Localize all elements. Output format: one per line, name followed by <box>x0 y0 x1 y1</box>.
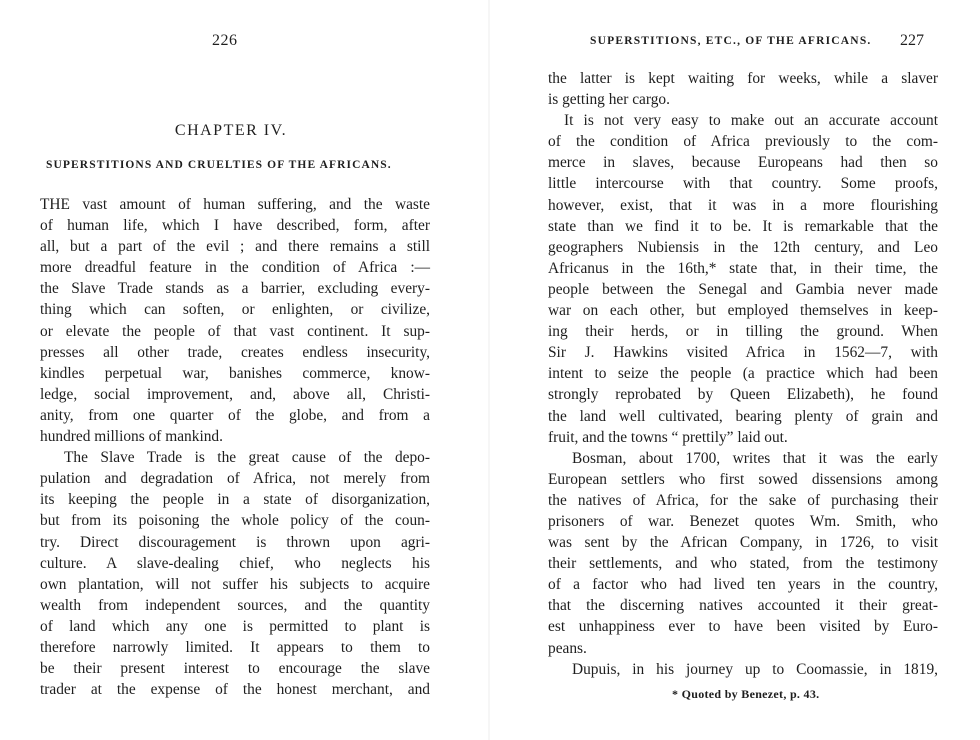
text-line: all, but a part of the evil ; and there remains a still <box>40 238 430 256</box>
text-line: It is not very easy to make out an accurate account <box>564 112 938 130</box>
text-line: was sent by the African Company, in 1726, to visit <box>548 534 938 552</box>
text-line: Africanus in the 16th,* state that, in their time, the <box>548 259 938 277</box>
text-line: be their present interest to encourage the slave <box>40 660 430 678</box>
text-line: intent to seize the people (a practice which had been <box>548 365 938 383</box>
text-line: THE vast amount of human suffering, and the waste <box>40 196 430 213</box>
text-line: Bosman, about 1700, writes that it was the early <box>572 449 938 467</box>
text-line: merce in slaves, because Europeans had then so <box>548 154 938 172</box>
text-line: The Slave Trade is the great cause of the depo- <box>64 449 430 467</box>
text-line: hundred millions of mankind. <box>40 428 223 446</box>
page-number-right: 227 <box>900 32 924 49</box>
text-line: pulation and degradation of Africa, not merely from <box>40 470 430 488</box>
text-line: state than we find it to be. It is remarkable that the <box>548 217 938 235</box>
text-line: little intercourse with that country. Some proofs, <box>548 175 938 193</box>
text-line: the land well cultivated, bearing plenty of grain and <box>548 407 938 425</box>
text-line: of land which any one is permitted to plant is <box>40 617 430 635</box>
book-gutter <box>488 0 490 740</box>
text-line: however, exist, that it was in a more flourishing <box>548 196 938 214</box>
text-line: or elevate the people of that vast continent. It sup- <box>40 322 430 340</box>
text-line: Dupuis, in his journey up to Coomassie, in 1819, <box>572 660 938 678</box>
text-line: more dreadful feature in the condition of Africa :— <box>40 259 430 277</box>
text-line: trader at the expense of the honest merchant, and <box>40 681 430 699</box>
text-line: strongly reprobated by Queen Elizabeth), he found <box>548 386 938 404</box>
text-line: ledge, social improvement, and, above all, Christi- <box>40 385 430 403</box>
text-line: that the discerning natives accounted it their great- <box>548 597 938 615</box>
text-line: is getting her cargo. <box>548 91 670 109</box>
text-line: European settlers who first sowed dissensions among <box>548 470 938 488</box>
running-head: SUPERSTITIONS, ETC., OF THE AFRICANS. <box>590 35 872 47</box>
text-line: of human life, which I have described, form, after <box>40 217 430 235</box>
text-line: thing which can soften, or enlighten, or civilize, <box>40 301 430 319</box>
text-line: its keeping the people in a state of disorganization, <box>40 491 430 509</box>
text-line: their settlements, and who stated, from the testimony <box>548 555 938 573</box>
page-number-left: 226 <box>212 32 238 49</box>
text-line: war on each other, but employed themselves in keep- <box>548 302 938 320</box>
right-page-body <box>548 68 938 680</box>
text-line: prisoners of war. Benezet quotes Wm. Smith, who <box>548 512 938 530</box>
chapter-title: CHAPTER IV. <box>174 122 288 139</box>
text-line: anity, from one quarter of the globe, and from a <box>40 406 430 424</box>
text-line: the natives of Africa, for the sake of purchasing their <box>548 491 938 509</box>
text-line: fruit, and the towns “ prettily” laid out. <box>548 428 788 446</box>
text-line: of a factor who had lived ten years in the country, <box>548 576 938 594</box>
text-line: kindles perpetual war, banishes commerce, know- <box>40 364 430 382</box>
text-line: the latter is kept waiting for weeks, while a slaver <box>548 70 938 87</box>
left-page-body <box>40 194 430 700</box>
text-line: of the condition of Africa previously to the com- <box>548 133 938 151</box>
text-line: ing their herds, or in tilling the ground. When <box>548 323 938 341</box>
chapter-subtitle: SUPERSTITIONS AND CRUELTIES OF THE AFRICANS. <box>46 159 392 171</box>
text-line: the Slave Trade stands as a barrier, excluding every- <box>40 280 430 298</box>
text-line: est unhappiness ever to have been visited by Euro- <box>548 618 938 636</box>
text-line: peans. <box>548 639 587 657</box>
text-line: culture. A slave-dealing chief, who neglects his <box>40 554 430 572</box>
text-line: therefore narrowly limited. It appears to them to <box>40 638 430 656</box>
text-line: try. Direct discouragement is thrown upon agri- <box>40 533 430 551</box>
text-line: geographers Nubiensis in the 12th century, and Leo <box>548 238 938 256</box>
text-line: people between the Senegal and Gambia never made <box>548 280 938 298</box>
text-line: but from its poisoning the whole policy of the coun- <box>40 512 430 530</box>
text-line: wealth from independent sources, and the quantity <box>40 596 430 614</box>
text-line: presses all other trade, creates endless insecurity, <box>40 343 430 361</box>
footnote: * Quoted by Benezet, p. 43. <box>672 687 820 701</box>
text-line: own plantation, will not suffer his subjects to acquire <box>40 575 430 593</box>
text-line: Sir J. Hawkins visited Africa in 1562—7, with <box>548 344 938 362</box>
